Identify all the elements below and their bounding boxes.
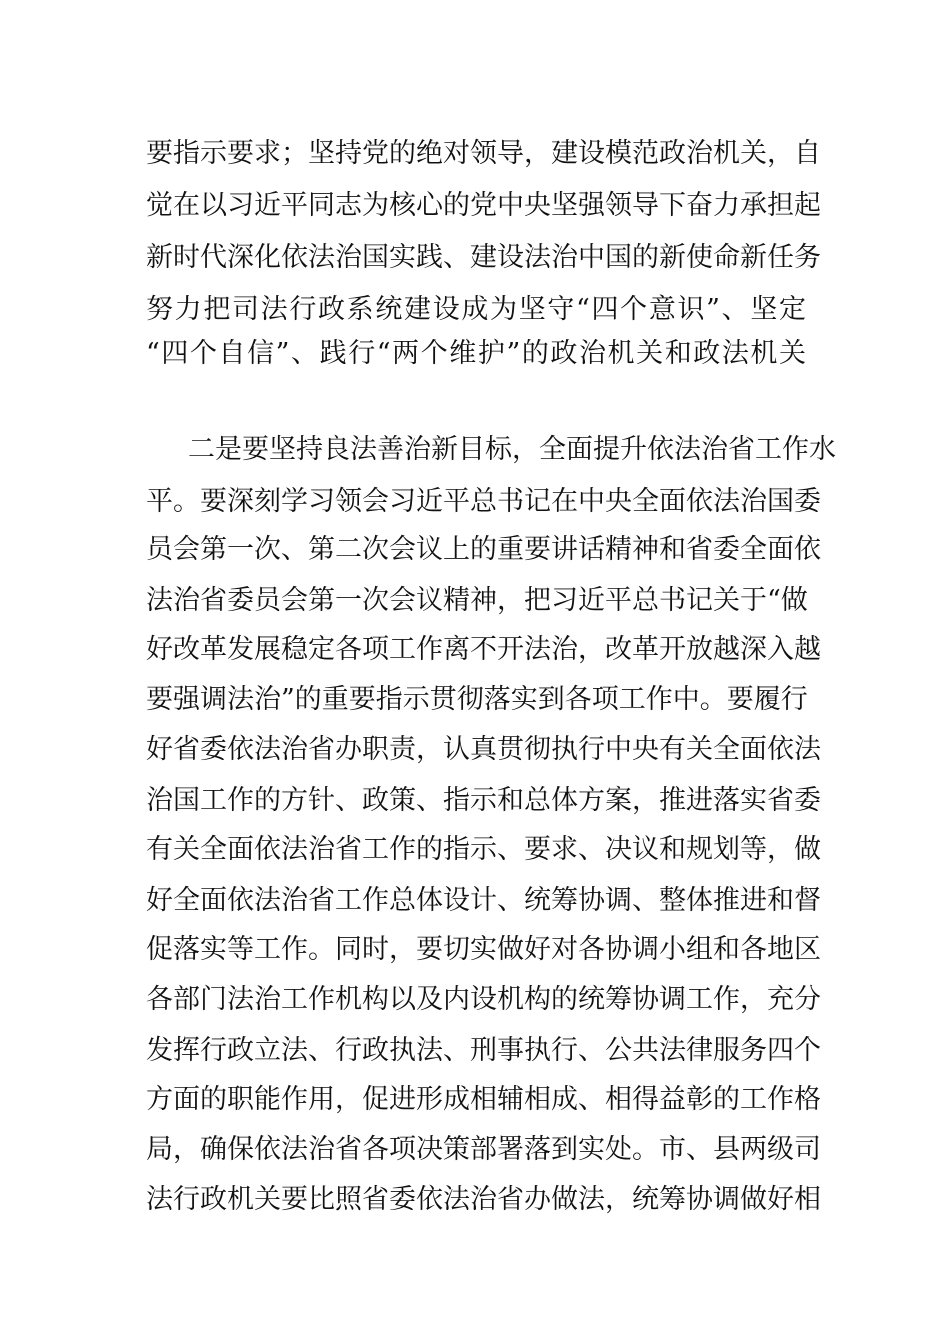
paragraph-1-line-3: 新时代深化依法治国实践、建设法治中国的新使命新任务 [146, 242, 821, 273]
paragraph-1-line-4: 努力把司法行政系统建设成为坚守“四个意识”、坚定 [146, 294, 806, 325]
paragraph-1-line-5: “四个自信”、践行“两个维护”的政治机关和政法机关 [146, 338, 806, 369]
paragraph-2-line-3: 员会第一次、第二次会议上的重要讲话精神和省委全面依 [146, 534, 821, 565]
paragraph-2-line-11: 促落实等工作。同时，要切实做好对各协调小组和各地区 [146, 934, 821, 965]
paragraph-1-line-2: 觉在以习近平同志为核心的党中央坚强领导下奋力承担起 [146, 190, 821, 221]
paragraph-2-line-6: 要强调法治”的重要指示贯彻落实到各项工作中。要履行 [146, 684, 808, 715]
paragraph-2-line-12: 各部门法治工作机构以及内设机构的统筹协调工作，充分 [146, 984, 821, 1015]
paragraph-2-line-9: 有关全面依法治省工作的指示、要求、决议和规划等，做 [146, 834, 821, 865]
paragraph-2-line-16: 法行政机关要比照省委依法治省办做法，统筹协调做好相 [146, 1184, 821, 1215]
paragraph-2-line-1: 二是要坚持良法善治新目标，全面提升依法治省工作水 [188, 434, 836, 465]
paragraph-2-line-2: 平。要深刻学习领会习近平总书记在中央全面依法治国委 [146, 486, 821, 517]
paragraph-2-line-5: 好改革发展稳定各项工作离不开法治，改革开放越深入越 [146, 634, 821, 665]
paragraph-2-line-10: 好全面依法治省工作总体设计、统筹协调、整体推进和督 [146, 885, 821, 916]
paragraph-2-line-14: 方面的职能作用，促进形成相辅相成、相得益彰的工作格 [146, 1084, 821, 1115]
paragraph-2-line-8: 治国工作的方针、政策、指示和总体方案，推进落实省委 [146, 785, 821, 816]
paragraph-2-line-13: 发挥行政立法、行政执法、刑事执行、公共法律服务四个 [146, 1035, 821, 1066]
paragraph-2-line-4: 法治省委员会第一次会议精神，把习近平总书记关于“做 [146, 585, 808, 616]
paragraph-2-line-15: 局，确保依法治省各项决策部署落到实处。市、县两级司 [146, 1134, 821, 1165]
paragraph-2-line-7: 好省委依法治省办职责，认真贯彻执行中央有关全面依法 [146, 734, 821, 765]
paragraph-1-line-1: 要指示要求；坚持党的绝对领导，建设模范政治机关，自 [146, 138, 821, 169]
